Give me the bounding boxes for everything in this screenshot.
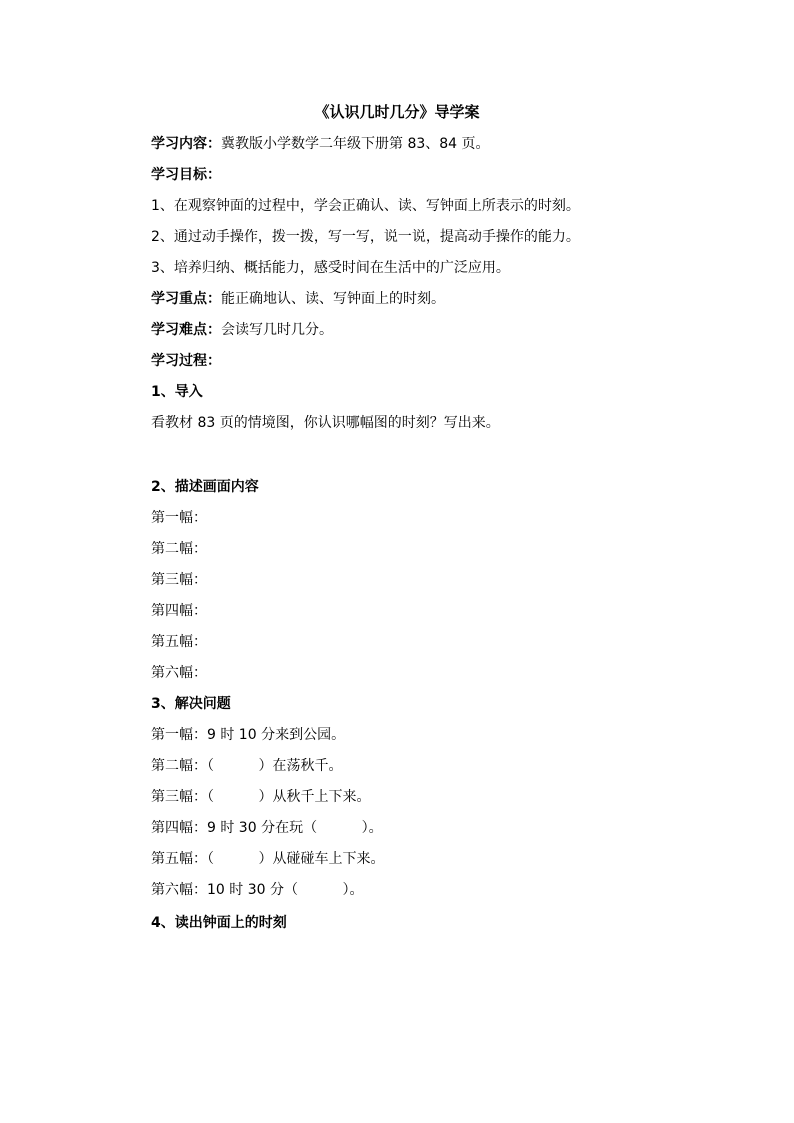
- objective-item: 3、培养归纳、概括能力，感受时间在生活中的广泛应用。: [151, 260, 510, 276]
- picture-item: 第六幅：: [151, 665, 207, 681]
- picture-item: 第五幅：: [151, 634, 207, 650]
- problem-item: 第二幅：（ ）在荡秋千。: [151, 758, 343, 774]
- document-title: 《认识几时几分》导学案: [314, 103, 480, 121]
- process-heading: 学习过程：: [151, 353, 221, 369]
- difficulty-text: 会读写几时几分。: [221, 322, 333, 338]
- objective-item: 2、通过动手操作，拨一拨，写一写，说一说，提高动手操作的能力。: [151, 229, 580, 245]
- section-1-text: 看教材 83 页的情境图，你认识哪幅图的时刻？写出来。: [151, 415, 500, 431]
- problem-item: 第三幅：（ ）从秋千上下来。: [151, 789, 371, 805]
- key-point-text: 能正确地认、读、写钟面上的时刻。: [221, 291, 445, 307]
- key-point: [151, 288, 445, 310]
- picture-item: 第四幅：: [151, 603, 207, 619]
- picture-item: 第三幅：: [151, 572, 207, 588]
- section-4-heading: 4、读出钟面上的时刻: [151, 915, 287, 931]
- study-content-label: 学习内容：: [151, 136, 221, 152]
- picture-item: 第二幅：: [151, 541, 207, 557]
- problem-item: 第一幅：9 时 10 分来到公园。: [151, 727, 346, 743]
- section-3-heading: 3、解决问题: [151, 696, 231, 712]
- section-2-heading: 2、描述画面内容: [151, 479, 259, 495]
- key-point-label: 学习重点：: [151, 291, 221, 307]
- section-1-heading: 1、导入: [151, 384, 203, 400]
- problem-item: 第五幅：（ ）从碰碰车上下来。: [151, 851, 385, 867]
- study-content-text: 冀教版小学数学二年级下册第 83、84 页。: [221, 136, 490, 152]
- picture-item: 第一幅：: [151, 510, 207, 526]
- problem-item: 第四幅：9 时 30 分在玩（ ）。: [151, 820, 383, 836]
- objective-item: 1、在观察钟面的过程中，学会正确认、读、写钟面上所表示的时刻。: [151, 198, 580, 214]
- problem-item: 第六幅：10 时 30 分（ ）。: [151, 882, 364, 898]
- difficulty: [151, 319, 333, 341]
- difficulty-label: 学习难点：: [151, 322, 221, 338]
- objectives-heading: 学习目标：: [151, 167, 221, 183]
- study-content: [151, 133, 490, 155]
